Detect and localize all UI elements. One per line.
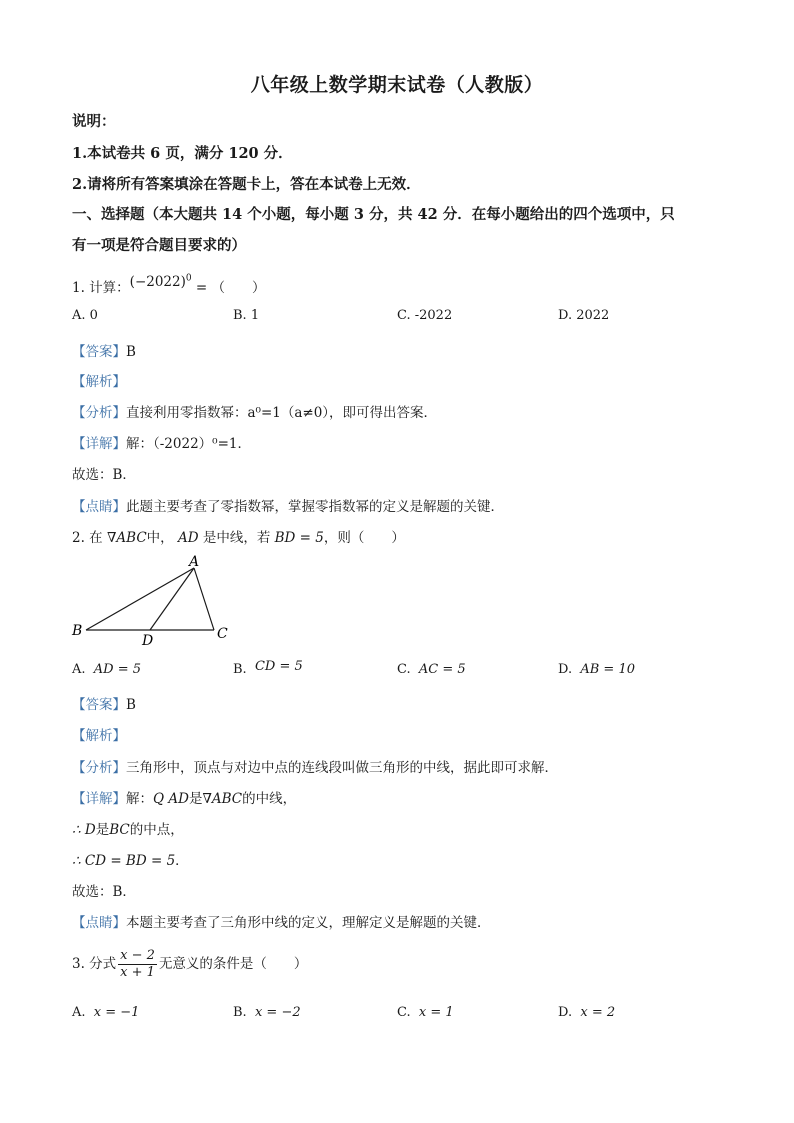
q1-option-d: D. 2022 bbox=[558, 308, 610, 323]
page-title: 八年级上数学期末试卷（人教版） bbox=[250, 74, 544, 96]
question-1-stem: 1. 计算：$(-2022)^0$ = （ ） bbox=[72, 273, 266, 296]
q2-analysis-tag: 【解析】 bbox=[72, 728, 126, 744]
q2-fenxi: 【分析】三角形中，顶点与对边中点的连线段叫做三角形的中线，据此即可求解． bbox=[72, 760, 558, 776]
q2-option-c: C. AC = 5 bbox=[397, 662, 466, 677]
label-d: D bbox=[142, 633, 154, 649]
q1-analysis-tag: 【解析】 bbox=[72, 374, 126, 390]
label-b: B bbox=[72, 623, 83, 639]
q2-comment: 【点睛】本题主要考查了三角形中线的定义，理解定义是解题的关键． bbox=[72, 915, 491, 931]
q3-option-c: C. x = 1 bbox=[397, 1005, 454, 1020]
q3-option-a: A. x = −1 bbox=[72, 1005, 140, 1020]
q1-choose: 故选：B． bbox=[72, 467, 136, 483]
q1-answer: 【答案】B bbox=[72, 344, 136, 360]
q1-option-a: A. 0 bbox=[72, 308, 98, 323]
q1-expression: $(-2022)^0$ bbox=[129, 273, 192, 290]
q1-option-c: C. -2022 bbox=[397, 308, 453, 323]
question-2-stem: 2. 在 ∇ABC中， AD 是中线，若 BD = 5，则（ ） bbox=[72, 530, 405, 546]
q2-detail: 【详解】解：Q AD是∇ABC的中线， bbox=[72, 791, 297, 807]
q1-detail: 【详解】解：（-2022）⁰=1． bbox=[72, 436, 251, 452]
q2-line-midpoint: ∴ D是BC的中点， bbox=[72, 822, 184, 838]
q3-option-b: B. x = −2 bbox=[233, 1005, 301, 1020]
section-heading-line-2: 有一项是符合题目要求的） bbox=[72, 237, 246, 254]
side-ab bbox=[86, 568, 194, 630]
q2-answer: 【答案】B bbox=[72, 697, 136, 713]
section-heading-line-1: 一、选择题（本大题共 14 个小题，每小题 3 分，共 42 分．在每小题给出的四个选项中，只 bbox=[72, 206, 675, 223]
q2-option-a: A. AD = 5 bbox=[72, 662, 142, 677]
side-ac bbox=[194, 568, 214, 630]
q3-option-d: D. x = 2 bbox=[558, 1005, 616, 1020]
label-c: C bbox=[217, 626, 228, 642]
q3-fraction: $\frac{x - 2}{x + 1}$ bbox=[120, 948, 155, 980]
question-3-stem: 3. 分式 $\frac{x - 2}{x + 1}$ 无意义的条件是（ ） bbox=[72, 948, 308, 980]
q2-choose: 故选：B． bbox=[72, 884, 136, 900]
instruction-line-1: 1.本试卷共 6 页，满分 120 分． bbox=[72, 145, 293, 162]
median-ad bbox=[150, 568, 194, 630]
q1-comment: 【点睛】此题主要考查了零指数幂，掌握零指数幂的定义是解题的关键． bbox=[72, 499, 504, 515]
q2-line-equation: ∴ CD = BD = 5． bbox=[72, 853, 189, 869]
q1-fenxi: 【分析】直接利用零指数幂：a⁰=1（a≠0），即可得出答案． bbox=[72, 405, 438, 421]
q2-option-b: B. CD = 5 bbox=[233, 659, 303, 677]
label-a: A bbox=[189, 554, 200, 570]
instructions-heading: 说明： bbox=[72, 113, 116, 130]
q1-option-b: B. 1 bbox=[233, 308, 260, 323]
triangle-figure bbox=[66, 552, 241, 652]
q2-option-d: D. AB = 10 bbox=[558, 662, 635, 677]
instruction-line-2: 2.请将所有答案填涂在答题卡上，答在本试卷上无效． bbox=[72, 176, 421, 193]
